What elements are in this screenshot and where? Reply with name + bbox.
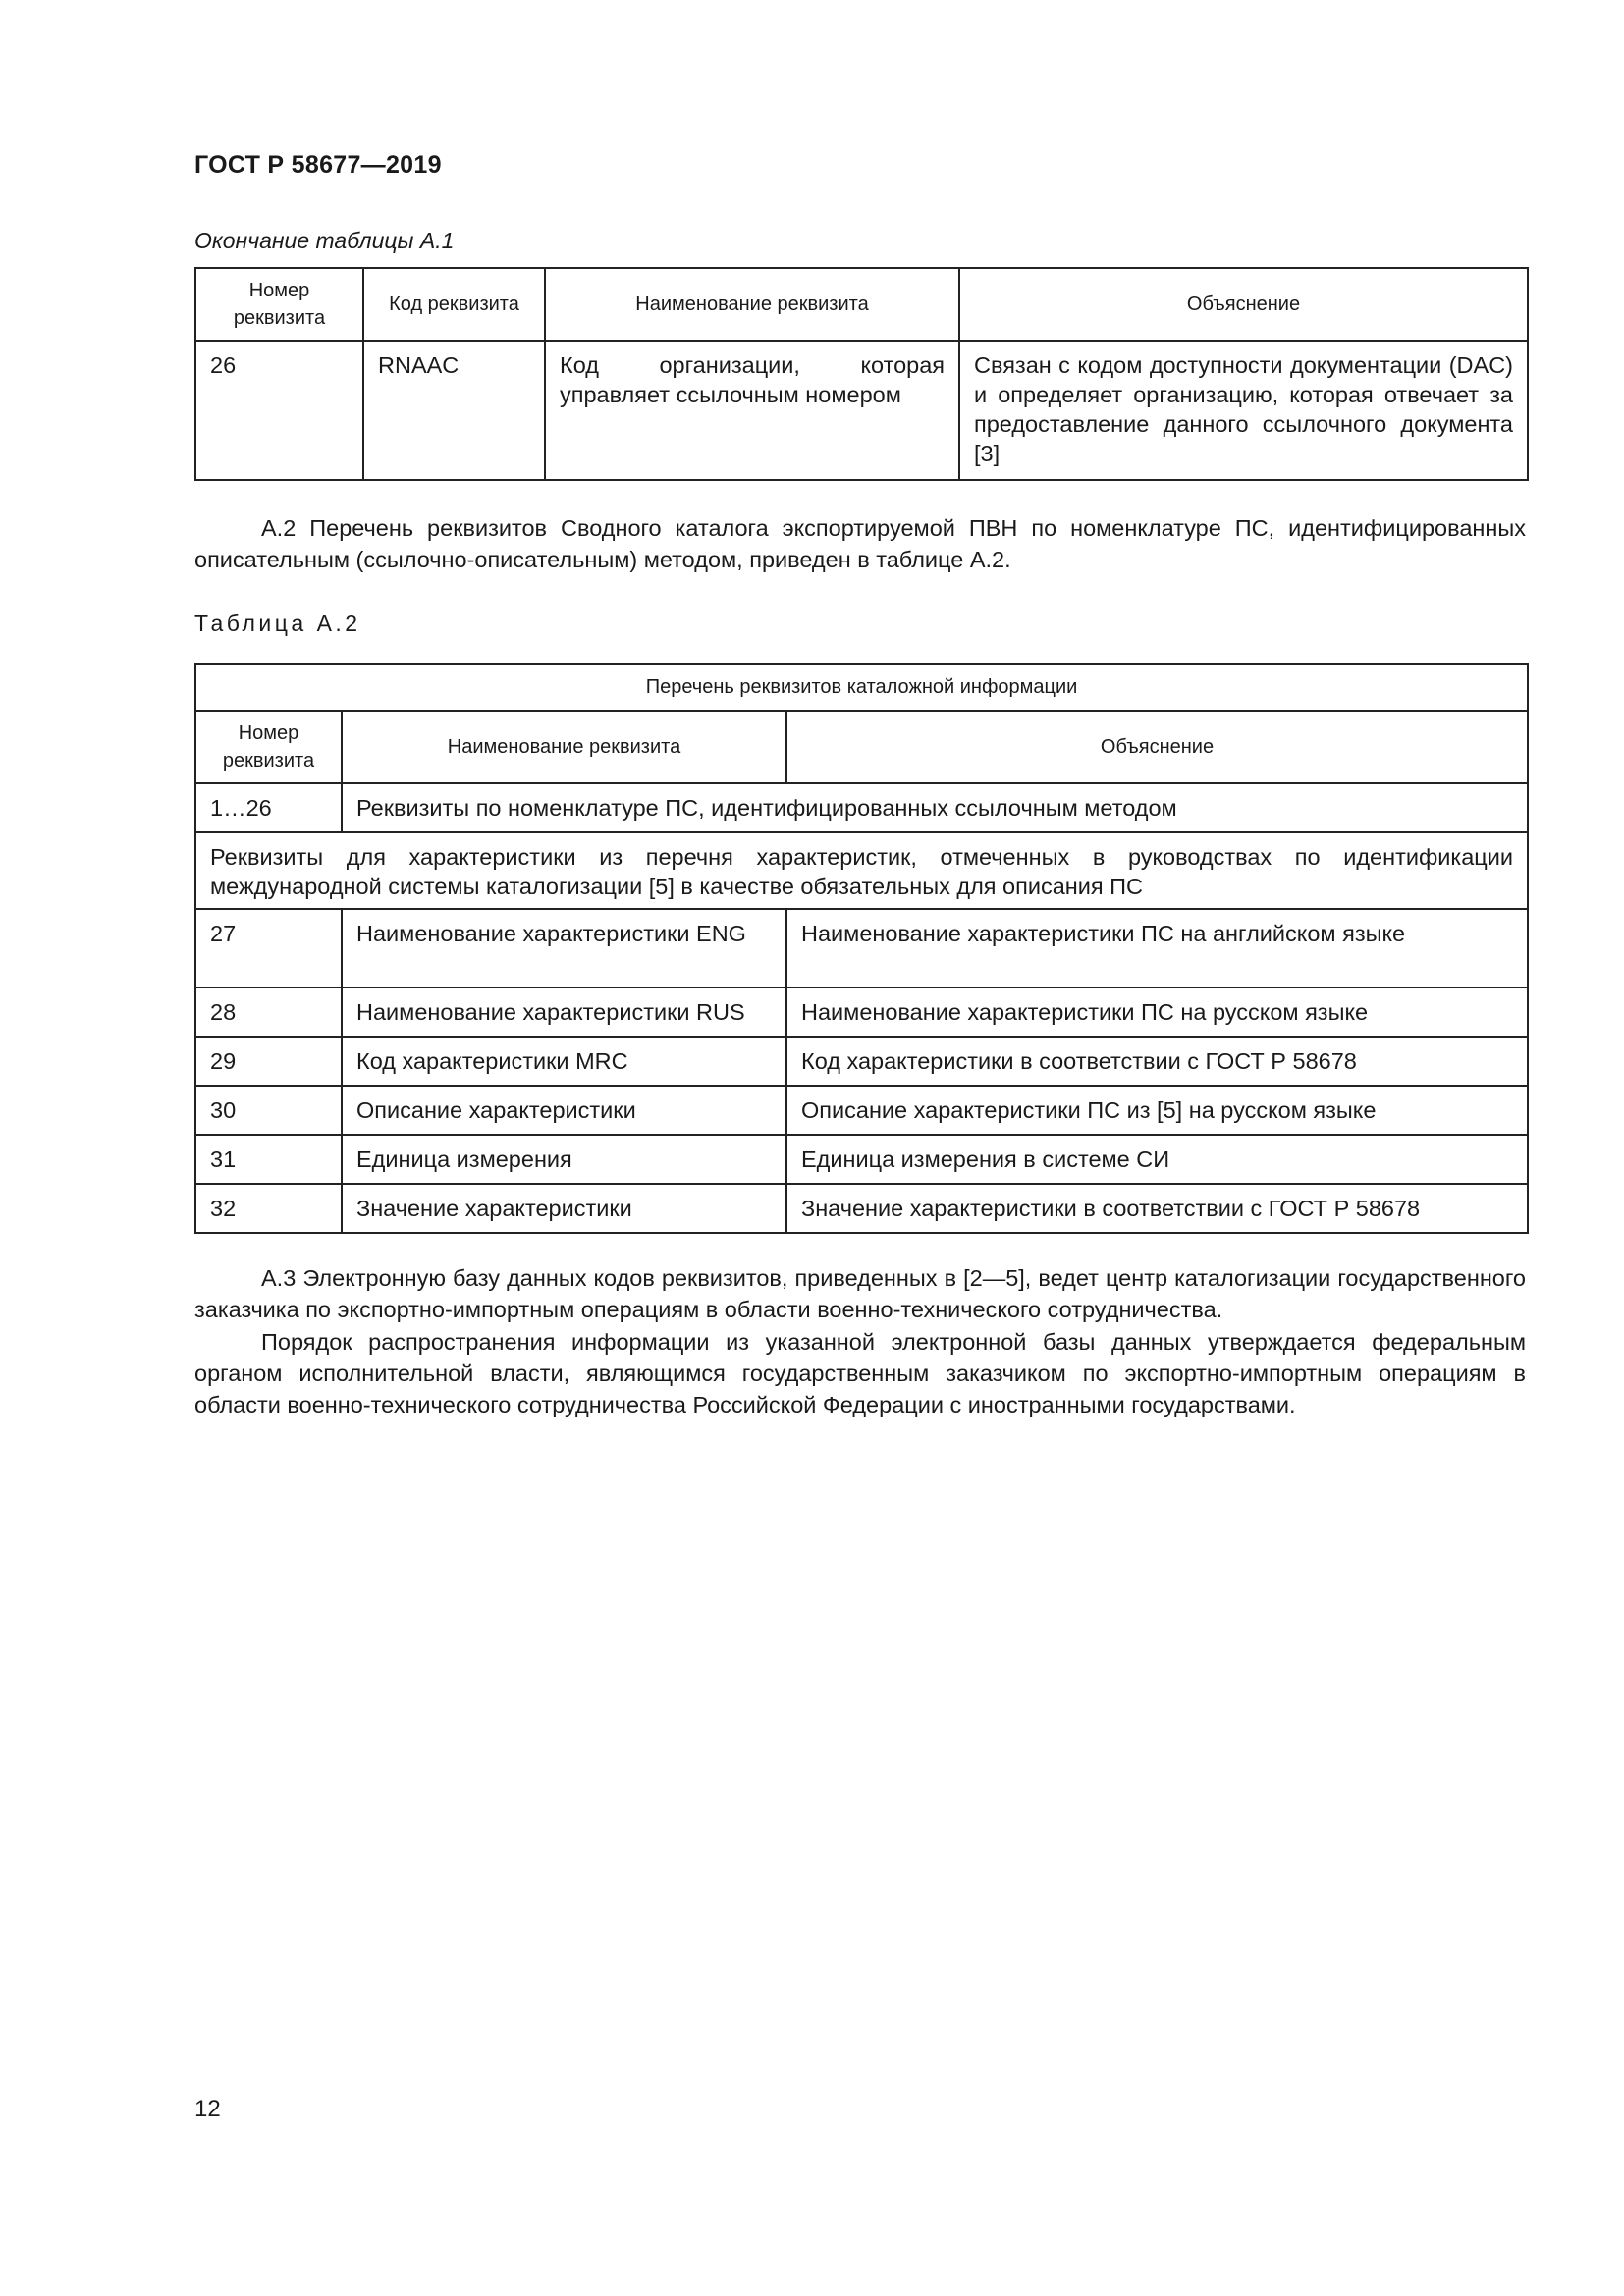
cell-number: 26 — [195, 341, 363, 480]
header-cell: Номер реквизита — [195, 268, 363, 341]
cell-explanation: Описание характеристики ПС из [5] на русском языке — [786, 1086, 1528, 1135]
header-cell: Код реквизита — [363, 268, 545, 341]
table-header-row — [195, 711, 1528, 783]
cell-name: Код организации, которая управляет ссылочным номером — [545, 341, 959, 480]
cell-name: Наименование характеристики ENG — [342, 909, 786, 988]
cell-explanation: Наименование характеристики ПС на английском языке — [786, 909, 1528, 988]
table-row — [195, 1184, 1528, 1233]
table-row — [195, 909, 1528, 988]
paragraph-a3-text: А.3 Электронную базу данных кодов реквизитов, приведенных в [2—5], ведет центр каталогизации государственного заказчика по экспортно-импортным операциям в области военно-технического сотрудничества. — [194, 1265, 1526, 1322]
cell-name: Наименование характеристики RUS — [342, 988, 786, 1037]
table-a1-end — [194, 267, 1529, 481]
cell-number: 31 — [195, 1135, 342, 1184]
cell-name: Единица измерения — [342, 1135, 786, 1184]
document-header: ГОСТ Р 58677—2019 — [194, 151, 442, 179]
cell-explanation: Связан с кодом доступности документации (DAC) и определяет организацию, которая отвечает за предоставление данного ссылочного документа [3] — [959, 341, 1528, 480]
table-row — [195, 1135, 1528, 1184]
table-a2-label: Таблица А.2 — [194, 611, 361, 636]
table-row — [195, 1086, 1528, 1135]
cell-name: Значение характеристики — [342, 1184, 786, 1233]
table-title-row — [195, 664, 1528, 711]
header-cell: Объяснение — [786, 711, 1528, 783]
cell-range-description: Реквизиты по номенклатуре ПС, идентифицированных ссылочным методом — [342, 783, 1528, 832]
table-row-range — [195, 783, 1528, 832]
paragraph-a3 — [194, 1262, 1526, 1325]
cell-code: RNAAC — [363, 341, 545, 480]
paragraph-a2-text: А.2 Перечень реквизитов Сводного каталога экспортируемой ПВН по номенклатуре ПС, идентифицированных описательным (ссылочно-описательным) методом, приведен в таблице А.2. — [194, 515, 1526, 572]
cell-number: 28 — [195, 988, 342, 1037]
paragraph-a2 — [194, 512, 1526, 575]
table-row — [195, 341, 1528, 480]
table-header-row — [195, 268, 1528, 341]
cell-explanation: Значение характеристики в соответствии с ГОСТ Р 58678 — [786, 1184, 1528, 1233]
header-cell: Наименование реквизита — [545, 268, 959, 341]
cell-number: 27 — [195, 909, 342, 988]
table-row-note — [195, 832, 1528, 909]
table-row — [195, 988, 1528, 1037]
cell-number: 29 — [195, 1037, 342, 1086]
header-cell: Номер реквизита — [195, 711, 342, 783]
cell-number: 30 — [195, 1086, 342, 1135]
paragraph-order-text: Порядок распространения информации из указанной электронной базы данных утверждается федеральным органом исполнительной власти, являющимся государственным заказчиком по экспортно-импортным операциям в области военно-технического сотрудничества Российской Федерации с иностранными государствами. — [194, 1329, 1526, 1417]
cell-explanation: Код характеристики в соответствии с ГОСТ Р 58678 — [786, 1037, 1528, 1086]
header-cell: Объяснение — [959, 268, 1528, 341]
header-cell: Наименование реквизита — [342, 711, 786, 783]
cell-name: Код характеристики MRC — [342, 1037, 786, 1086]
table-continuation-caption: Окончание таблицы А.1 — [194, 228, 455, 253]
cell-span-note: Реквизиты для характеристики из перечня характеристик, отмеченных в руководствах по идентификации международной системы каталогизации [5] в качестве обязательных для описания ПС — [195, 832, 1528, 909]
cell-number: 32 — [195, 1184, 342, 1233]
cell-name: Описание характеристики — [342, 1086, 786, 1135]
paragraph-order — [194, 1326, 1526, 1420]
page-number: 12 — [194, 2096, 221, 2122]
cell-explanation: Единица измерения в системе СИ — [786, 1135, 1528, 1184]
cell-number: 1…26 — [195, 783, 342, 832]
table-row — [195, 1037, 1528, 1086]
table-title: Перечень реквизитов каталожной информации — [195, 664, 1528, 711]
table-a2 — [194, 663, 1529, 1234]
cell-explanation: Наименование характеристики ПС на русском языке — [786, 988, 1528, 1037]
